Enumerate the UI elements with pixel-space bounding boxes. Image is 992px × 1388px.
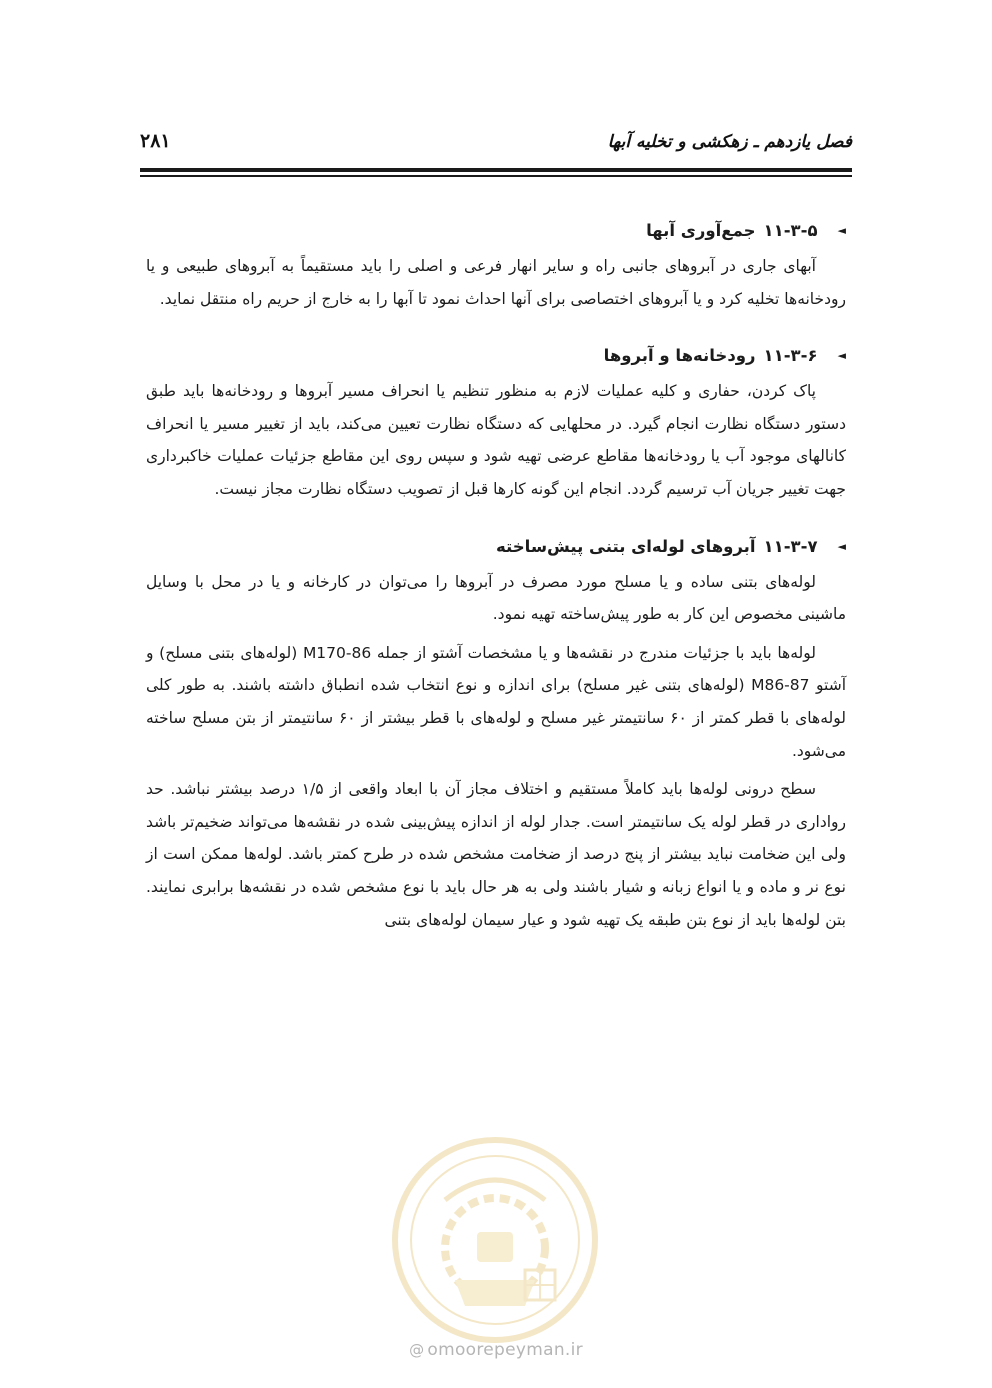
section-heading (146, 528, 846, 566)
section-number: ۱۱-۳-۶ (763, 346, 818, 366)
triangle-bullet-icon: ◄ (837, 224, 846, 237)
chapter-title: فصل یازدهم ـ زهکشی و تخلیه آبها (607, 132, 852, 152)
header-rule-thin (140, 175, 852, 177)
section-title: جمع‌آوری آبها (646, 221, 756, 240)
section-number: ۱۱-۳-۷ (763, 536, 818, 556)
omoor-peyman-seal-icon (385, 1130, 605, 1350)
page-number: ۲۸۱ (140, 130, 171, 152)
section-title: آبروهای لوله‌ای بتنی پیش‌ساخته (495, 536, 756, 556)
paragraph: آبهای جاری در آبروهای جانبی راه و سایر انهار فرعی و اصلی را باید مستقیماً به آبروهای طبیعی و یا رودخانه‌ها تخلیه کرد و یا آبروهای اختصاصی برای آنها احداث نمود تا آبها را به خارج از حریم راه منتقل نماید. (146, 257, 846, 308)
paragraph: لوله‌های بتنی ساده و یا مسلح مورد مصرف در آبروها را می‌توان در کارخانه و یا در محل با وسایل ماشینی مخصوص این کار به طور پیش‌ساخته تهیه نمود. (146, 572, 846, 624)
paragraph: لوله‌ها باید با جزئیات مندرج در نقشه‌ها و یا مشخصات آشتو از جمله M170-86 (لوله‌های بتنی مسلح) و آشتو M86-87 (لوله‌های بتنی غیر مسلح) برای اندازه و نوع انتخاب شده انطباق داشته باشند. به طور کلی لوله‌های با قطر کمتر از ۶۰ سانتیمتر غیر مسلح و لوله‌های با قطر بیشتر از ۶۰ سانتیمتر از بتن مسلح ساخته می‌شود. (146, 643, 847, 760)
at-sign-icon: @ (409, 1341, 425, 1359)
site-footer (0, 1340, 992, 1360)
paragraph: سطح درونی لوله‌ها باید کاملاً مستقیم و اختلاف مجاز آن با ابعاد واقعی از ۱/۵ درصد بیشتر نباشد. حد رواداری در قطر لوله یک سانتیمتر است. جدار لوله از اندازه پیش‌بینی شده در نقشه‌ها می‌تواند ضخیم‌تر باشد ولی این ضخامت نباید بیشتر از پنج درصد از ضخامت مشخص شده در طرح کمتر باشد. لوله‌ها ممکن است از نوع نر و ماده و یا انواع زبانه و شیار باشند ولی به هر حال باید با نوع مشخص شده در نقشه‌ها برابری نمایند. بتن لوله‌ها باید از نوع بتن طبقه یک تهیه شود و عیار سیمان لوله‌های بتنی (146, 780, 846, 929)
section-heading (146, 337, 846, 375)
header-rule-thick (140, 168, 852, 172)
paragraph: پاک کردن، حفاری و کلیه عملیات لازم به منظور تنظیم یا انحراف مسیر آبروها و رودخانه‌ها باید طبق دستور دستگاه نظارت انجام گیرد. در محلهایی که دستگاه نظارت تعیین می‌کند، باید از تغییر مسیر یا انحراف کانالهای موجود آب یا رودخانه‌ها مقاطع عرضی تهیه شود و سپس روی این مقاطع جزئیات عملیات خاکبرداری جهت تغییر جریان آب ترسیم گردد. انجام این گونه کارها قبل از تصویب دستگاه نظارت مجاز نیست. (146, 382, 846, 498)
section-title: رودخانه‌ها و آبروها (603, 346, 756, 366)
page-body (146, 212, 846, 936)
triangle-bullet-icon: ◄ (837, 349, 846, 363)
running-head (140, 124, 852, 164)
website-url: omoorepeyman.ir (427, 1340, 583, 1360)
section-heading (146, 212, 846, 250)
section-number: ۱۱-۳-۵ (763, 221, 818, 240)
triangle-bullet-icon: ◄ (837, 539, 846, 553)
